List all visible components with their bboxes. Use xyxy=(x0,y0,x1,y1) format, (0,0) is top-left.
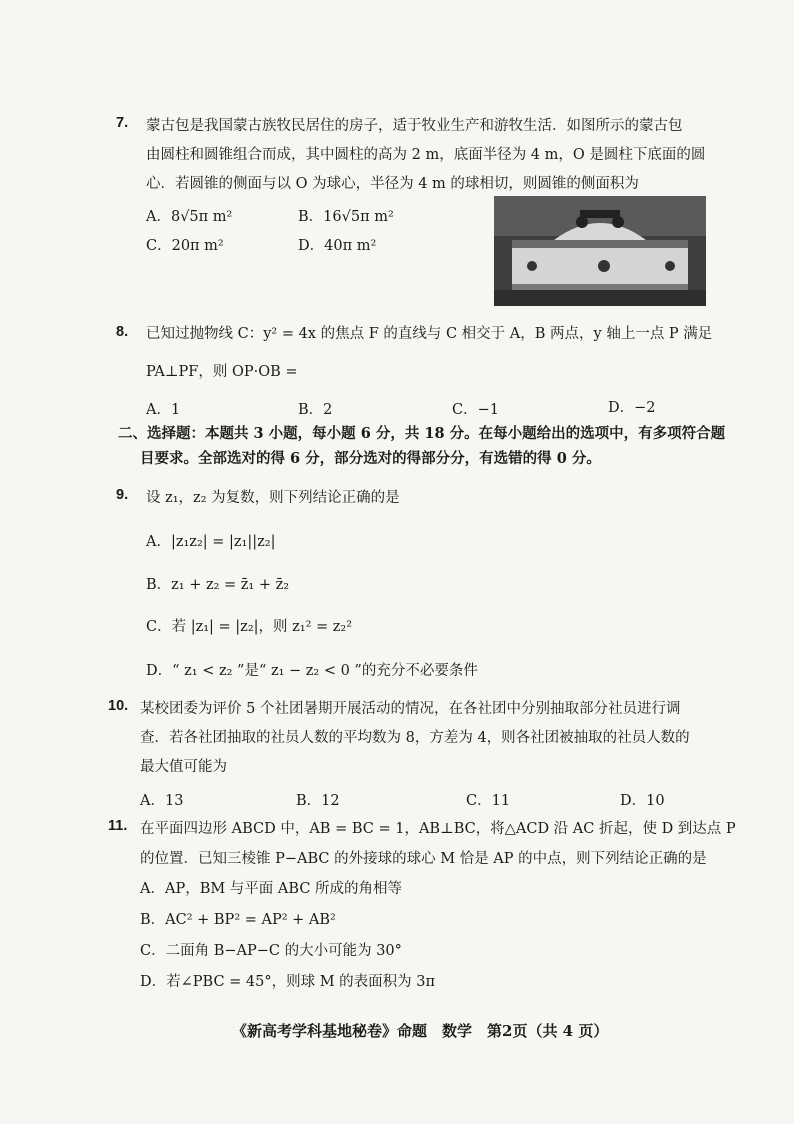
q10-line-2: 查．若各社团抽取的社员人数的平均数为 8，方差为 4，则各社团被抽取的社员人数的 xyxy=(140,730,690,746)
q7-line-2: 由圆柱和圆锥组合而成，其中圆柱的高为 2 m，底面半径为 4 m，O 是圆柱下底面的圆 xyxy=(146,147,706,163)
q11-option-d: D．若∠PBC = 45°，则球 M 的表面积为 3π xyxy=(140,974,436,990)
q7-option-c: C．20π m² xyxy=(146,238,224,254)
q7-option-a: A．8√5π m² xyxy=(146,209,233,225)
q10-number: 10. xyxy=(108,698,129,714)
q11-option-a: A．AP，BM 与平面 ABC 所成的角相等 xyxy=(140,881,403,897)
q9-number: 9. xyxy=(116,487,129,503)
q7-option-b: B．16√5π m² xyxy=(298,209,394,225)
q11-option-b: B．AC² + BP² = AP² + AB² xyxy=(140,912,336,928)
page-footer: 《新高考学科基地秘卷》命题 数学 第2页（共 4 页） xyxy=(232,1022,609,1040)
section-2-line-1: 二、选择题：本题共 3 小题，每小题 6 分，共 18 分。在每小题给出的选项中，有多项符合题 xyxy=(118,425,726,442)
section-2-line-2: 目要求。全部选对的得 6 分，部分选对的得部分分，有选错的得 0 分。 xyxy=(140,450,601,467)
q9-option-b: B．z₁ + z₂ = z̄₁ + z̄₂ xyxy=(146,577,290,593)
q10-line-1: 某校团委为评价 5 个社团暑期开展活动的情况，在各社团中分别抽取部分社员进行调 xyxy=(140,701,681,717)
q8-option-b: B．2 xyxy=(298,402,333,418)
q11-line-1: 在平面四边形 ABCD 中，AB = BC = 1，AB⊥BC，将△ACD 沿 AC 折起，使 D 到达点 P xyxy=(140,821,736,837)
q11-option-c: C．二面角 B−AP−C 的大小可能为 30° xyxy=(140,943,402,959)
q10-option-c: C．11 xyxy=(466,793,511,809)
q10-line-3: 最大值可能为 xyxy=(140,759,227,775)
q9-line-1: 设 z₁，z₂ 为复数，则下列结论正确的是 xyxy=(146,490,400,506)
q8-option-c: C．−1 xyxy=(452,402,499,418)
q10-option-d: D．10 xyxy=(620,793,665,809)
q7-line-3: 心．若圆锥的侧面与以 O 为球心，半径为 4 m 的球相切，则圆锥的侧面积为 xyxy=(146,176,639,192)
q9-option-c: C．若 |z₁| = |z₂|，则 z₁² = z₂² xyxy=(146,619,353,635)
q7-line-1: 蒙古包是我国蒙古族牧民居住的房子，适于牧业生产和游牧生活．如图所示的蒙古包 xyxy=(146,118,683,134)
q8-option-d: D．−2 xyxy=(608,400,656,416)
q9-option-d: D．“ z₁ < z₂ ”是“ z₁ − z₂ < 0 ”的充分不必要条件 xyxy=(146,663,478,679)
q10-option-a: A．13 xyxy=(140,793,184,809)
yurt-photo xyxy=(494,196,706,306)
q7-option-d: D．40π m² xyxy=(298,238,377,254)
q7-number: 7. xyxy=(116,115,129,131)
q8-line-2: PA⊥PF，则 OP·OB = xyxy=(146,364,298,380)
q10-option-b: B．12 xyxy=(296,793,340,809)
q8-line-1: 已知过抛物线 C：y² = 4x 的焦点 F 的直线与 C 相交于 A，B 两点，y 轴上一点 P 满足 xyxy=(146,326,713,342)
q8-option-a: A．1 xyxy=(146,402,181,418)
q11-line-2: 的位置．已知三棱锥 P−ABC 的外接球的球心 M 恰是 AP 的中点，则下列结论正确的是 xyxy=(140,851,707,867)
q8-number: 8. xyxy=(116,324,129,340)
q9-option-a: A．|z₁z₂| = |z₁||z₂| xyxy=(146,534,276,550)
q11-number: 11. xyxy=(108,818,128,834)
